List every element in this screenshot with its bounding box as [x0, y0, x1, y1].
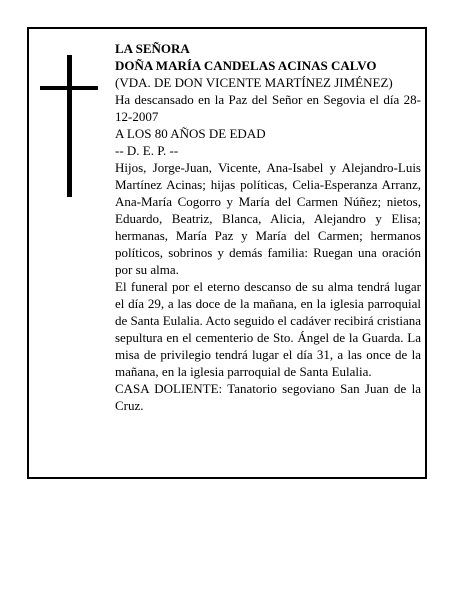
rip-line: -- D. E. P. --: [115, 143, 179, 158]
cross-vertical-bar: [67, 55, 72, 197]
obituary-notice: [27, 27, 427, 479]
deceased-name: DOÑA MARÍA CANDELAS ACINAS CALVO: [115, 58, 377, 73]
death-statement: Ha descansado en la Paz del Señor en Segovia el día 28-12-2007: [115, 92, 421, 124]
widow-line: (VDA. DE DON VICENTE MARTÍNEZ JIMÉNEZ): [115, 75, 393, 90]
funeral-paragraph: El funeral por el eterno descanso de su alma tendrá lugar el día 29, a las doce de la mañana, en la iglesia parroquial de Santa Eulalia. Acto seguido el cadáver recibirá cristiana sepultura en el cementerio de Sto. Ángel de la Guarda. La misa de privilegio tendrá lugar el día 31, a las once de la mañana, en la iglesia parroquial de Santa Eulalia.: [115, 279, 421, 379]
casa-doliente-line: CASA DOLIENTE: Tanatorio segoviano San Juan de la Cruz.: [115, 381, 421, 413]
cross-horizontal-bar: [40, 86, 98, 90]
age-line: A LOS 80 AÑOS DE EDAD: [115, 126, 266, 141]
family-paragraph: Hijos, Jorge-Juan, Vicente, Ana-Isabel y Alejandro-Luis Martínez Acinas; hijas políticas, Celia-Esperanza Arranz, Ana-María Cogorro y María del Carmen Núñez; nietos, Eduardo, Beatriz, Blanca, Alicia, Alejandro y Elisa; hermanas, María Paz y María del Carmen; hermanos políticos, sobrinos y demás familia: Ruegan una oración por su alma.: [115, 160, 421, 277]
notice-heading: LA SEÑORA: [115, 41, 190, 56]
notice-body: [115, 40, 421, 414]
